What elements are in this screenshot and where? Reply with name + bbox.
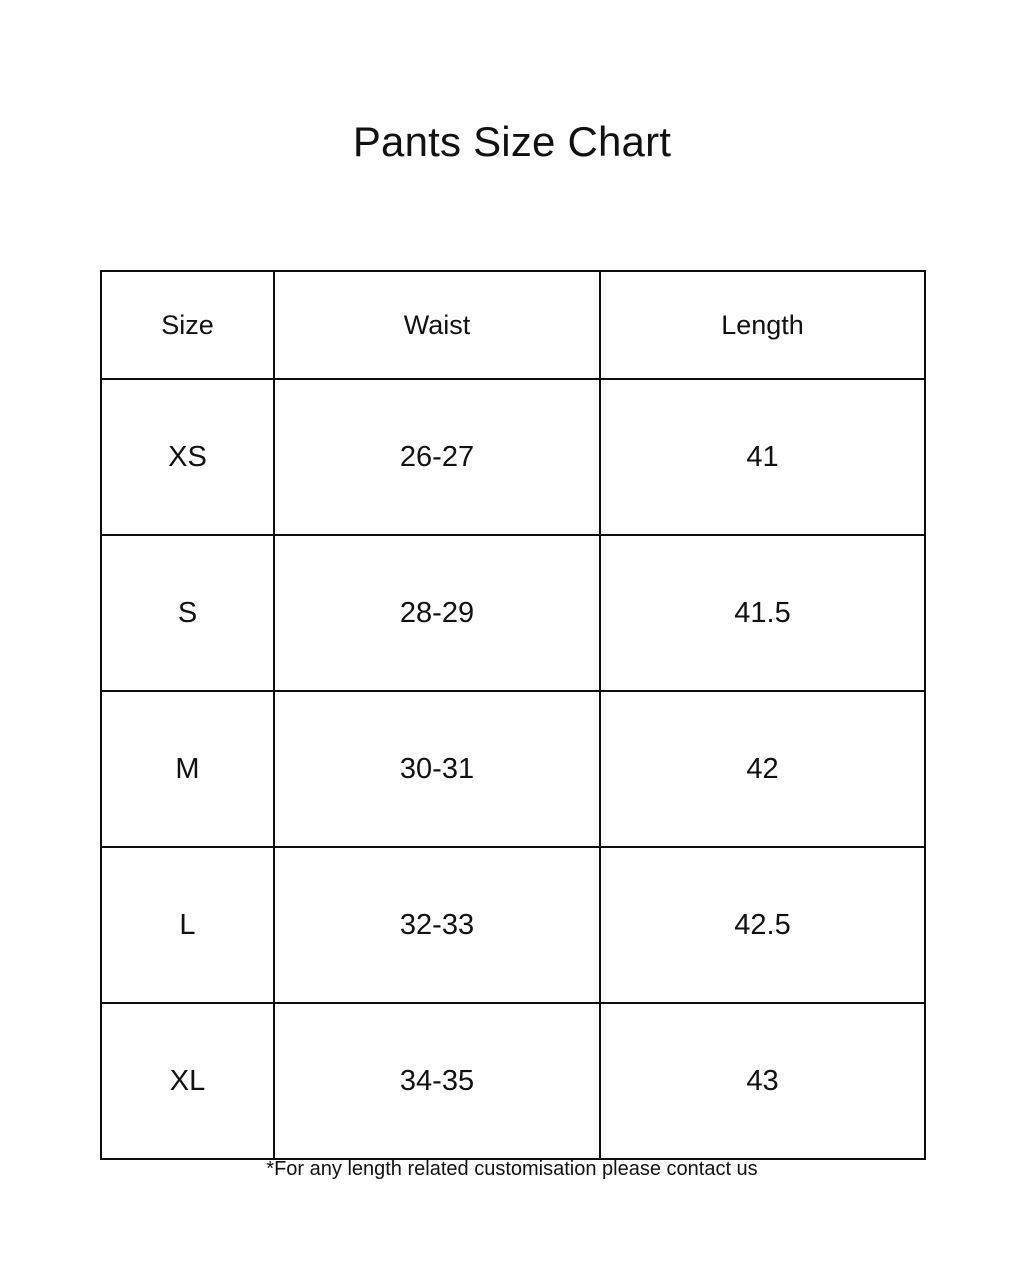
table-row — [101, 379, 925, 535]
cell-waist: 28-29 — [274, 535, 600, 691]
size-chart-table — [100, 270, 926, 1160]
page-title: Pants Size Chart — [352, 118, 672, 165]
size-chart-table-container — [100, 270, 924, 1160]
cell-waist: 32-33 — [274, 847, 600, 1003]
table-header-row — [101, 271, 925, 379]
cell-size: L — [101, 847, 274, 1003]
table-row — [101, 691, 925, 847]
table-row — [101, 1003, 925, 1159]
column-header-waist: Waist — [274, 271, 600, 379]
cell-waist: 34-35 — [274, 1003, 600, 1159]
table-body — [101, 379, 925, 1159]
cell-length: 43 — [600, 1003, 925, 1159]
cell-waist: 30-31 — [274, 691, 600, 847]
cell-waist: 26-27 — [274, 379, 600, 535]
column-header-length: Length — [600, 271, 925, 379]
cell-size: XL — [101, 1003, 274, 1159]
cell-length: 42.5 — [600, 847, 925, 1003]
cell-length: 41 — [600, 379, 925, 535]
cell-size: M — [101, 691, 274, 847]
table-row — [101, 535, 925, 691]
table-row — [101, 847, 925, 1003]
column-header-size: Size — [101, 271, 274, 379]
cell-length: 42 — [600, 691, 925, 847]
cell-length: 41.5 — [600, 535, 925, 691]
footnote-text: *For any length related customisation please contact us — [266, 1158, 758, 1180]
cell-size: XS — [101, 379, 274, 535]
cell-size: S — [101, 535, 274, 691]
table-header — [101, 271, 925, 379]
